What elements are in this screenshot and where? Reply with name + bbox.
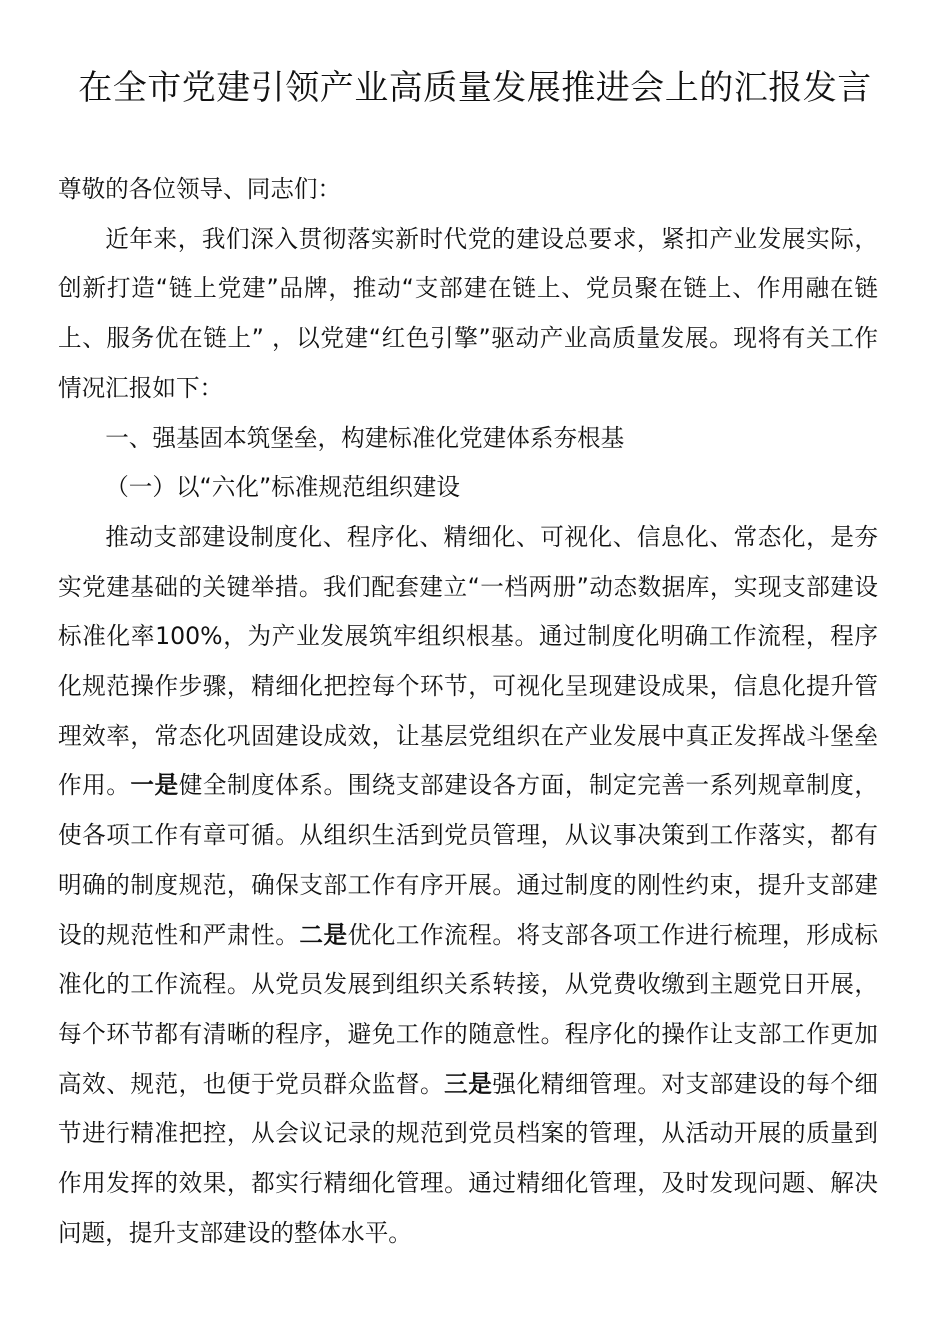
salutation: 尊敬的各位领导、同志们：: [58, 175, 342, 203]
document-title: 在全市党建引领产业高质量发展推进会上的汇报发言: [78, 68, 872, 108]
paragraph-text: 推动支部建设制度化、程序化、精细化、可视化、信息化、常态化，是夯实党建基础的关键举措。我们配套建立“一档两册”动态数据库，实现支部建设标准化率100%，为产业发展筑牢组织根基。通过制度化明确工作流程，程序化规范操作步骤，精细化把控每个环节，可视化呈现建设成果，信息化提升管理效率，常态化巩固建设成效，让基层党组织在产业发展中真正发挥战斗堡垒作用。: [58, 522, 878, 800]
paragraph-text: 强化精细管理。对支部建设的每个细节进行精准把控，从会议记录的规范到党员档案的管理，从活动开展的质量到作用发挥的效果，都实行精细化管理。通过精细化管理，及时发现问题、解决问题，提升支部建设的整体水平。: [58, 1069, 879, 1247]
paragraph-text: 健全制度体系。围绕支部建设各方面，制定完善一系列规章制度，使各项工作有章可循。从组织生活到党员管理，从议事决策到工作落实，都有明确的制度规范，确保支部工作有序开展。通过制度的刚性约束，提升支部建设的规范性和严肃性。: [58, 771, 879, 949]
bold-marker-third: 三是: [444, 1069, 493, 1098]
section-heading: 一、强基固本筑堡垒，构建标准化党建体系夯根基: [105, 423, 625, 452]
body-paragraph: [58, 513, 878, 1259]
bold-marker-second: 二是: [299, 920, 348, 949]
bold-marker-first: 一是: [130, 771, 179, 800]
document-body: [58, 165, 878, 1258]
intro-paragraph: 近年来，我们深入贯彻落实新时代党的建设总要求，紧扣产业发展实际，创新打造“链上党建”品牌，推动“支部建在链上、党员聚在链上、作用融在链上、服务优在链上” ，以党建“红色引擎”驱动产业高质量发展。现将有关工作情况汇报如下：: [58, 224, 878, 402]
subsection-heading: （一）以“六化”标准规范组织建设: [105, 473, 460, 502]
paragraph-text: 优化工作流程。将支部各项工作进行梳理，形成标准化的工作流程。从党员发展到组织关系转接，从党费收缴到主题党日开展，每个环节都有清晰的程序，避免工作的随意性。程序化的操作让支部工作更加高效、规范，也便于党员群众监督。: [58, 920, 879, 1098]
